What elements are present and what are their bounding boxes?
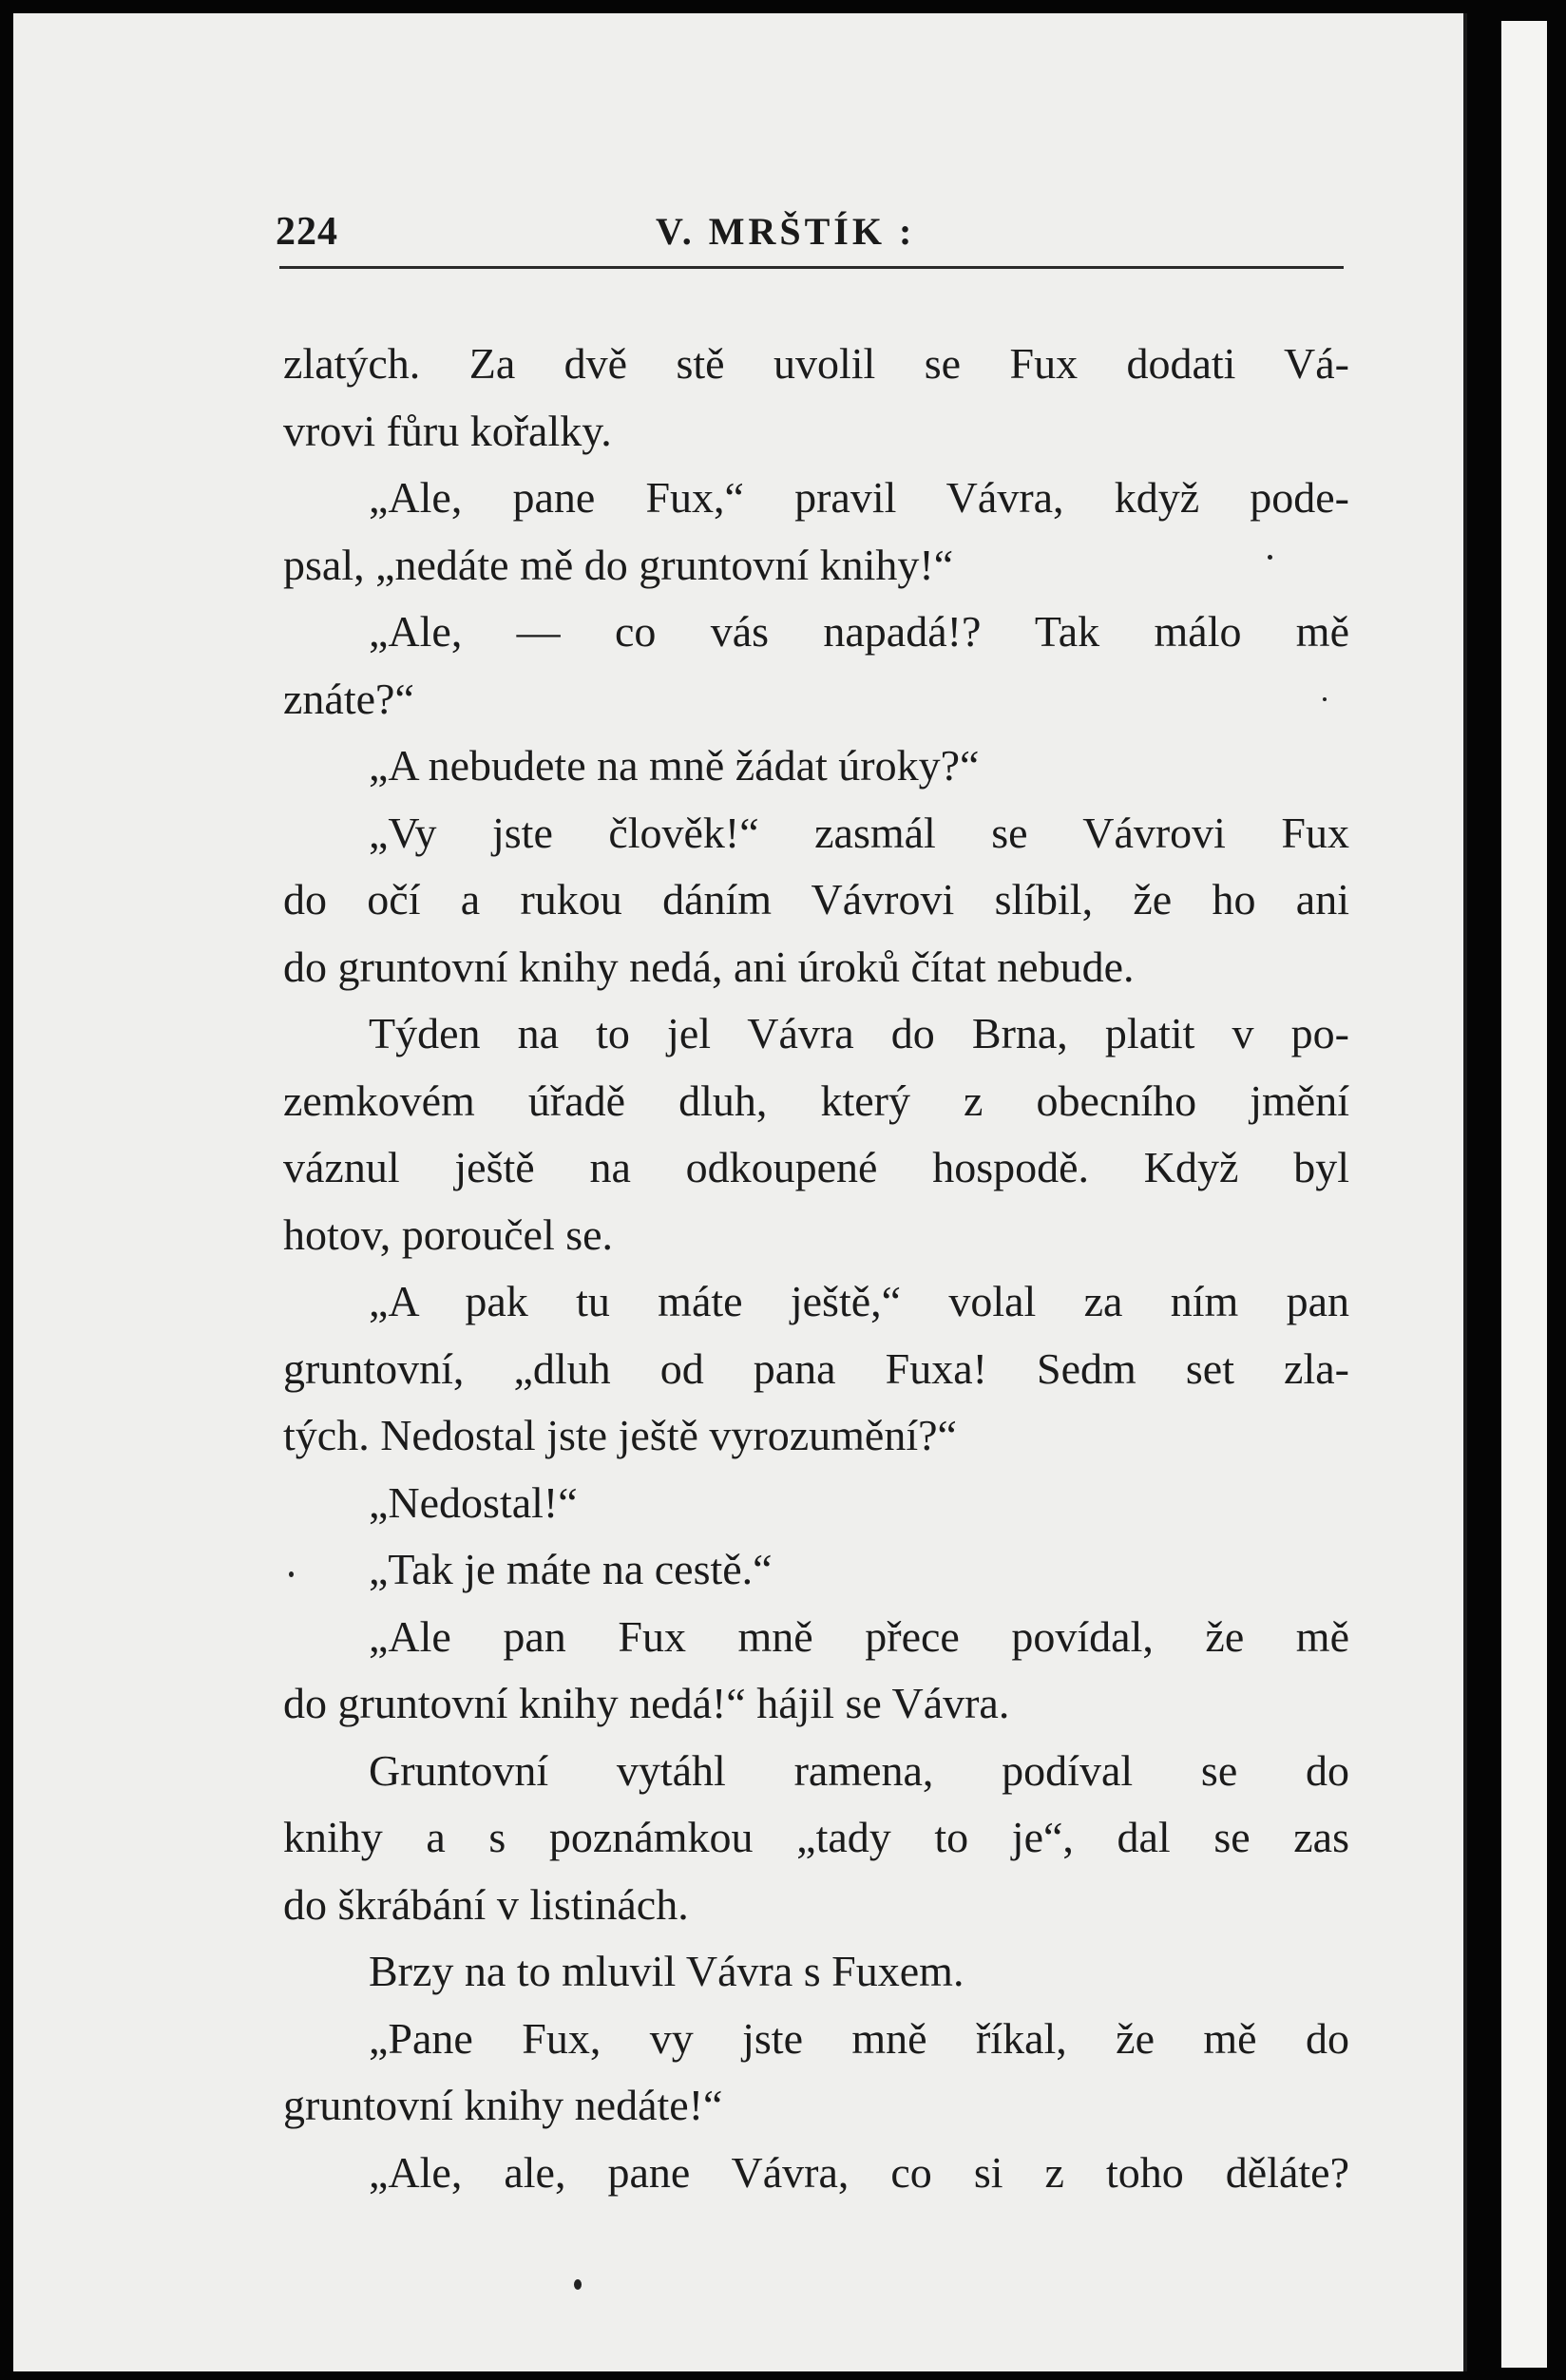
page-number: 224 xyxy=(276,210,338,254)
text-line: gruntovní knihy nedáte!“ xyxy=(283,2081,723,2129)
text-line: „A nebudete na mně žádat úroky?“ xyxy=(369,741,980,790)
text-line: Brzy na to mluvil Vávra s Fuxem. xyxy=(369,1947,964,1995)
text-line: tých. Nedostal jste ještě vyrozumění?“ xyxy=(283,1411,957,1459)
text-line: Týden na to jel Vávra do Brna, platit v po- xyxy=(369,1009,1349,1057)
text-line: znáte?“ xyxy=(283,674,414,723)
running-head: V. MRŠTÍK : xyxy=(656,210,916,253)
text-line: psal, „nedáte mě do gruntovní knihy!“ xyxy=(283,540,954,589)
text-line: knihy a s poznámkou „tady to je“, dal se zas xyxy=(283,1813,1349,1861)
text-line: „Ale, — co vás napadá!? Tak málo mě xyxy=(369,607,1349,656)
text-line: „Ale, ale, pane Vávra, co si z toho děláte? xyxy=(369,2147,1349,2197)
text-line: do gruntovní knihy nedá!“ hájil se Vávra. xyxy=(283,1679,1010,1727)
text-line: zemkovém úřadě dluh, který z obecního jmění xyxy=(283,1076,1349,1125)
page-header xyxy=(276,201,1345,264)
header-rule xyxy=(279,266,1344,269)
text-line: gruntovní, „dluh od pana Fuxa! Sedm set zla- xyxy=(283,1343,1349,1393)
text-line: „Nedostal!“ xyxy=(369,1477,578,1527)
adjacent-page-edge xyxy=(1501,21,1547,2368)
text-line: vrovi fůru kořalky. xyxy=(283,406,612,455)
text-line: do škrábání v listinách. xyxy=(283,1879,689,1929)
text-line: „Pane Fux, vy jste mně říkal, že mě do xyxy=(369,2013,1349,2063)
body-text xyxy=(283,331,1349,2206)
book-page xyxy=(13,13,1467,2371)
ink-speck xyxy=(1323,697,1327,701)
ink-speck xyxy=(574,2279,582,2290)
ink-speck xyxy=(1268,555,1272,560)
text-line: Gruntovní vytáhl ramena, podíval se do xyxy=(369,1745,1349,1795)
text-line: do očí a rukou dáním Vávrovi slíbil, že ho ani xyxy=(283,875,1349,923)
text-line: zlatých. Za dvě stě uvolil se Fux dodati Vá- xyxy=(283,339,1349,388)
text-line: „Ale, pane Fux,“ pravil Vávra, když pode- xyxy=(369,473,1349,522)
text-line: váznul ještě na odkoupené hospodě. Když byl xyxy=(283,1143,1349,1191)
text-line: „Tak je máte na cestě.“ xyxy=(369,1545,773,1593)
text-line: „A pak tu máte ještě,“ volal za ním pan xyxy=(369,1277,1349,1325)
text-line: do gruntovní knihy nedá, ani úroků čítat nebude. xyxy=(283,942,1135,991)
text-line: „Ale pan Fux mně přece povídal, že mě xyxy=(369,1611,1349,1661)
text-line: „Vy jste člověk!“ zasmál se Vávrovi Fux xyxy=(369,808,1349,857)
text-line: hotov, poroučel se. xyxy=(283,1209,614,1259)
ink-speck xyxy=(289,1571,294,1577)
